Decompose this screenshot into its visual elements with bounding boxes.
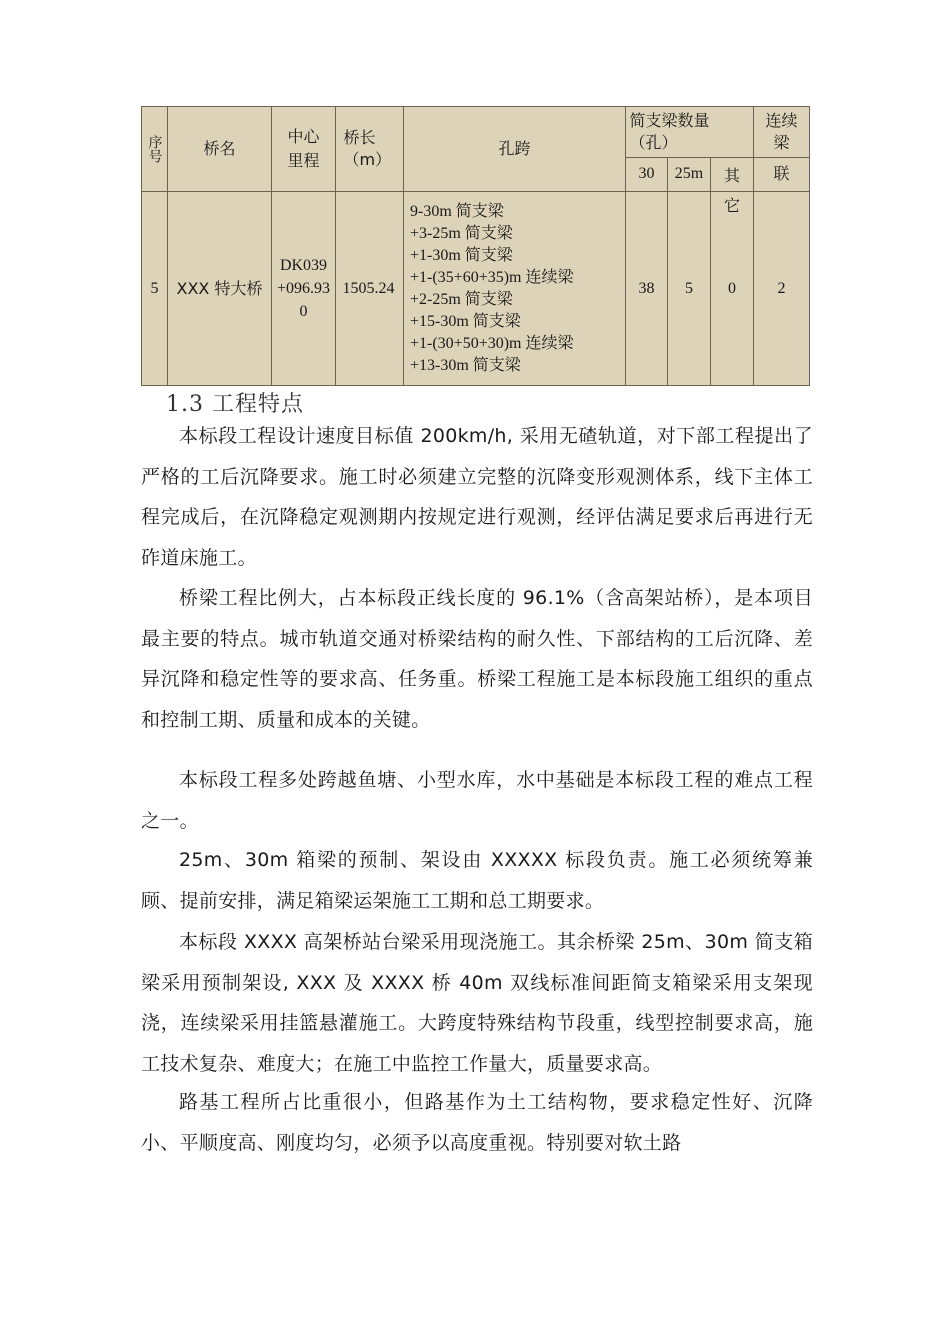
cell-count-lian: 2 bbox=[754, 192, 810, 386]
span-line-3: +1-30m 简支梁 bbox=[410, 246, 513, 264]
span-line-6: +15-30m 简支梁 bbox=[410, 312, 521, 330]
paragraph-3: 本标段工程多处跨越鱼塘、小型水库，水中基础是本标段工程的难点工程之一。 bbox=[141, 769, 813, 832]
header-continuous-beam bbox=[754, 107, 810, 158]
header-bridge-length-label: 桥长（m） bbox=[343, 128, 392, 169]
cell-length-text: 1505.24 bbox=[342, 280, 395, 297]
header-spans: 孔跨 bbox=[404, 107, 626, 192]
header-simple-beam-count bbox=[626, 107, 754, 158]
span-line-1: 9-30m 简支梁 bbox=[410, 202, 504, 220]
header-bridge-name: 桥名 bbox=[168, 107, 272, 192]
cell-length bbox=[336, 192, 404, 386]
cell-bridge-name bbox=[168, 192, 272, 386]
paragraph-5: 本标段 XXXX 高架桥站台梁采用现浇施工。其余桥梁 25m、30m 简支箱梁采用预制架设, XXX 及 XXXX 桥 40m 双线标准间距简支箱梁采用支架现浇，连续梁采用挂篮悬灌施工。大跨度特殊结构节段重，线型控制要求高，施工技术复杂、难度大；在施工中监控工作量大，质量要求高。 bbox=[141, 931, 813, 1075]
cell-count-30: 38 bbox=[626, 192, 668, 386]
cell-mileage bbox=[272, 192, 336, 386]
cell-mileage-text: DK039+096.930 bbox=[276, 257, 331, 320]
span-line-4: +1-(35+60+35)m 连续梁 bbox=[410, 268, 574, 286]
paragraph-1: 本标段工程设计速度目标值 200km/h, 采用无碴轨道，对下部工程提出了严格的工后沉降要求。施工时必须建立完整的沉降变形观测体系，线下主体工程完成后，在沉降稳定观测期内按规定进行观测，经评估满足要求后再进行无砟道床施工。 bbox=[141, 425, 813, 569]
header-seq bbox=[142, 107, 168, 192]
header-30: 30 bbox=[626, 157, 668, 191]
cell-count-25: 5 bbox=[668, 192, 711, 386]
header-continuous-beam-label: 连续梁 bbox=[765, 110, 798, 152]
paragraph-4: 25m、30m 箱梁的预制、架设由 XXXXX 标段负责。施工必须统筹兼顾、提前安排，满足箱梁运架施工工期和总工期要求。 bbox=[141, 849, 813, 912]
header-simple-beam-count-label: 简支梁数量（孔） bbox=[629, 110, 710, 152]
span-line-5: +2-25m 简支梁 bbox=[410, 290, 513, 308]
cell-spans bbox=[404, 192, 626, 386]
bridge-table bbox=[141, 106, 810, 386]
header-25m: 25m bbox=[668, 157, 711, 191]
cell-seq: 5 bbox=[142, 192, 168, 386]
header-center-mileage-label: 中心里程 bbox=[287, 127, 320, 170]
paragraph-2: 桥梁工程比例大，占本标段正线长度的 96.1%（含高架站桥），是本项目最主要的特点。城市轨道交通对桥梁结构的耐久性、下部结构的工后沉降、差异沉降和稳定性等的要求高、任务重。桥梁工程施工是本标段施工组织的重点和控制工期、质量和成本的关键。 bbox=[141, 587, 813, 731]
paragraph-6: 路基工程所占比重很小，但路基作为土工结构物，要求稳定性好、沉降小、平顺度高、刚度均匀，必须予以高度重视。特别要对软土路 bbox=[141, 1091, 813, 1154]
section-heading: 1.3 工程特点 bbox=[166, 392, 304, 417]
span-line-2: +3-25m 简支梁 bbox=[410, 224, 513, 242]
table-row bbox=[142, 192, 810, 386]
cell-count-other: 0 bbox=[711, 192, 754, 386]
span-line-8: +13-30m 简支梁 bbox=[410, 356, 521, 374]
header-bridge-length bbox=[336, 107, 404, 192]
cell-bridge-name-text: XXX 特大桥 bbox=[176, 278, 263, 298]
span-line-7: +1-(30+50+30)m 连续梁 bbox=[410, 334, 574, 352]
header-lian: 联 bbox=[754, 157, 810, 191]
header-seq-label: 序号 bbox=[146, 135, 163, 163]
header-other bbox=[711, 157, 754, 216]
header-center-mileage bbox=[272, 107, 336, 192]
header-other-label: 其它 bbox=[723, 166, 740, 216]
